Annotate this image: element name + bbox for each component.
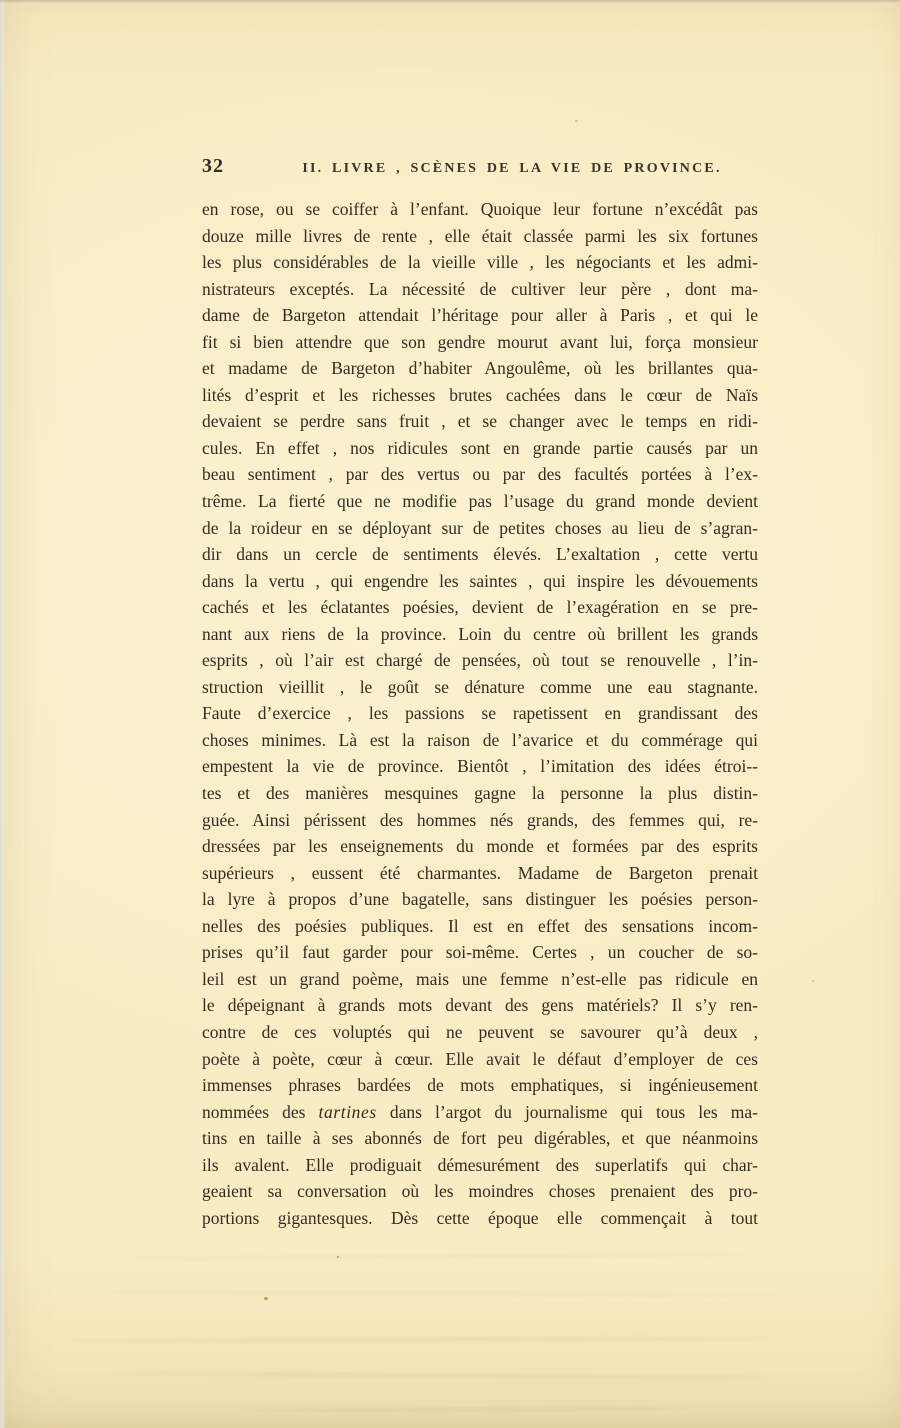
text-line: portions gigantesques. Dès cette époque elle commençait à tout [202,1207,758,1228]
text-line: contre de ces voluptés qui ne peuvent se savourer qu’à deux , [202,1021,758,1042]
text-line: tes et des manières mesquines gagne la personne la plus distin- [202,783,758,804]
text-line: leil est un grand poème, mais une femme n’est-elle pas ridicule en [202,968,758,989]
text-line: la lyre à propos d’une bagatelle, sans distinguer les poésies person- [202,889,758,910]
text-line: lités d’esprit et les richesses brutes cachées dans le cœur de Naïs [202,384,758,405]
text-line: geaient sa conversation où les moindres choses prenaient des pro- [202,1181,758,1202]
text-line: empestent la vie de province. Bientôt , l’imitation des idées étroi-- [202,756,758,777]
verso-bleedthrough [60,1337,780,1343]
text-line: nommées des tartines dans l’argot du journalisme qui tous les ma- [202,1101,758,1122]
paper-speck [812,980,814,982]
verso-bleedthrough [110,1372,770,1380]
text-block [202,196,758,1231]
text-line: douze mille livres de rente , elle était classée parmi les six fortunes [202,225,758,246]
text-line: dir dans un cercle de sentiments élevés. L’exaltation , cette vertu [202,544,758,565]
text-line: guée. Ainsi périssent des hommes nés grands, des femmes qui, re- [202,809,758,830]
scan-edge-left [0,0,6,1428]
text-line: cachés et les éclatantes poésies, devient de l’exagération en se pre- [202,597,758,618]
text-line: esprits , où l’air est chargé de pensées, où tout se renouvelle , l’in- [202,650,758,671]
text-line: fit si bien attendre que son gendre mourut avant lui, força monsieur [202,331,758,352]
text-line: devaient se perdre sans fruit , et se changer avec le temps en ridi- [202,411,758,432]
text-line: choses minimes. Là est la raison de l’avarice et du commérage qui [202,729,758,750]
paper-speck [575,120,578,122]
text-line: cules. En effet , nos ridicules sont en grande partie causés par un [202,437,758,458]
text-line: nistrateurs exceptés. La nécessité de cultiver leur père , dont ma- [202,278,758,299]
text-line: en rose, ou se coiffer à l’enfant. Quoique leur fortune n’excédât pas [202,199,758,219]
text-line: Faute d’exercice , les passions se rapetissent en grandissant des [202,703,758,724]
text-line: et madame de Bargeton d’habiter Angoulême, où les brillantes qua- [202,358,758,379]
verso-bleedthrough [120,1253,760,1260]
scan-edge-top [0,0,900,3]
text-line: poète à poète, cœur à cœur. Elle avait le défaut d’employer de ces [202,1048,758,1069]
text-line: struction vieillit , le goût se dénature comme une eau stagnante. [202,676,758,697]
text-line: nant aux riens de la province. Loin du centre où brillent les grands [202,623,758,644]
text-line: tins en taille à ses abonnés de fort peu digérables, et que néanmoins [202,1128,758,1149]
text-line: le dépeignant à grands mots devant des gens matériels? Il s’y ren- [202,995,758,1016]
running-title: II. LIVRE , SCÈNES DE LA VIE DE PROVINCE. [302,161,722,176]
text-line: ils avalent. Elle prodiguait démesurément des superlatifs qui char- [202,1154,758,1175]
paper-speck [264,1297,268,1300]
text-line: dans la vertu , qui engendre les saintes , qui inspire les dévouements [202,570,758,591]
page-header [202,155,758,183]
text-line: les plus considérables de la vieille ville , les négociants et les admi- [202,252,758,273]
page-number: 32 [202,155,224,177]
text-line: nelles des poésies publiques. Il est en effet des sensations incom- [202,915,758,936]
text-line: dressées par les enseignements du monde et formées par des esprits [202,836,758,857]
text-line: beau sentiment , par des vertus ou par des facultés portées à l’ex- [202,464,758,485]
text-line: dame de Bargeton attendait l’héritage pour aller à Paris , et qui le [202,305,758,326]
verso-bleedthrough [240,1407,690,1412]
text-line: immenses phrases bardées de mots emphatiques, si ingénieusement [202,1075,758,1096]
text-line: trême. La fierté que ne modifie pas l’usage du grand monde devient [202,491,758,512]
verso-bleedthrough [90,1290,780,1297]
paper-speck [337,1256,339,1258]
text-line: supérieurs , eussent été charmantes. Madame de Bargeton prenait [202,862,758,883]
text-line: prises qu’il faut garder pour soi-même. Certes , un coucher de so- [202,942,758,963]
text-line: de la roideur en se déployant sur de petites choses au lieu de s’agran- [202,517,758,538]
